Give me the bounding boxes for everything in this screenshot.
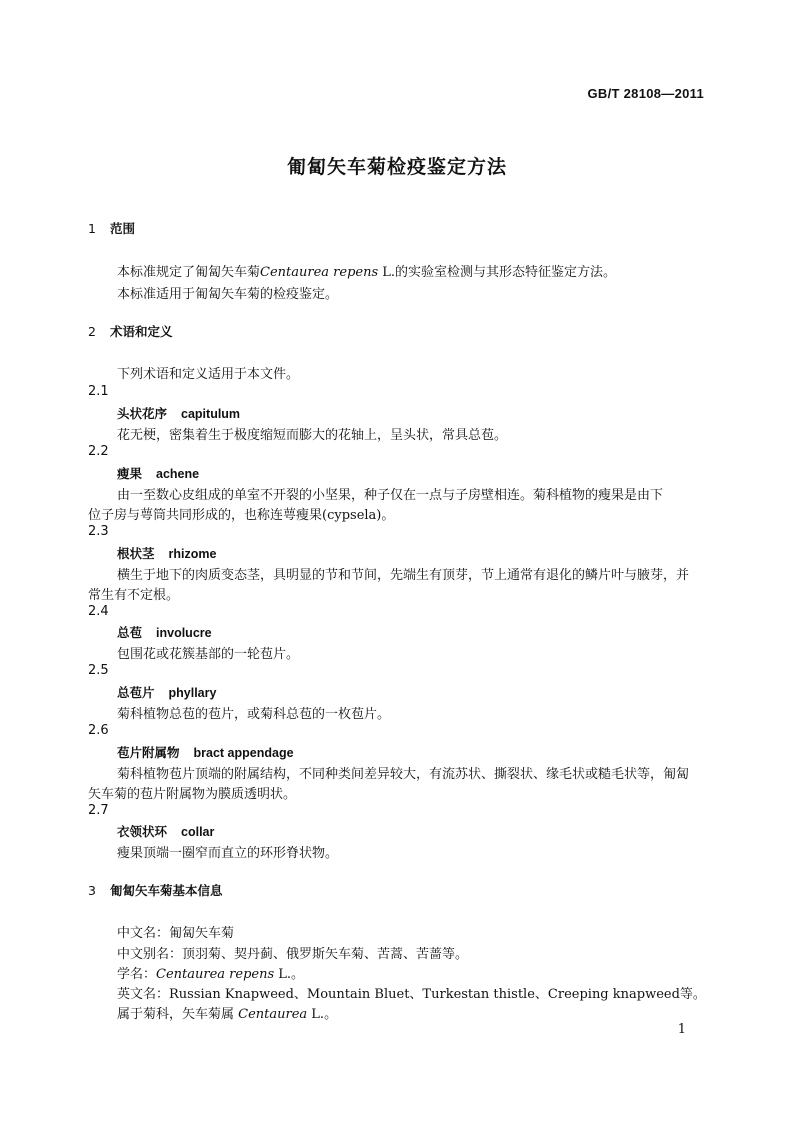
term-cn: 瘦果: [117, 466, 143, 481]
document-title: 匍匐矢车菊检疫鉴定方法: [286, 156, 507, 178]
term-heading: [117, 623, 212, 641]
term-heading: [117, 822, 214, 840]
clause-number: 2.3: [88, 524, 109, 539]
term-definition: 由一至数心皮组成的单室不开裂的小坚果，种子仅在一点与子房壁相连。菊科植物的瘦果是由下: [117, 488, 664, 503]
clause-number: 2.7: [88, 803, 109, 818]
term-en: achene: [156, 467, 200, 481]
term-definition: 花无梗，密集着生于极度缩短而膨大的花轴上，呈头状，常具总苞。: [117, 428, 508, 443]
term-heading: [117, 464, 199, 482]
term-heading: [117, 683, 216, 701]
section-3-heading: [88, 881, 223, 899]
section-2-intro: 下列术语和定义适用于本文件。: [117, 367, 300, 382]
term-definition: 菊科植物苞片顶端的附属结构，不同种类间差异较大，有流苏状、撕裂状、缘毛状或糙毛状等，匍匐: [117, 767, 690, 782]
section-1-title: 范围: [110, 221, 136, 236]
info-suffix: L.。: [307, 1007, 338, 1022]
standard-number: GB/T 28108—2011: [587, 86, 704, 101]
clause-number: 2.2: [88, 444, 109, 459]
term-definition: 瘦果顶端一圈窄而直立的环形脊状物。: [117, 846, 339, 861]
term-cn: 苞片附属物: [117, 745, 180, 760]
term-definition-cont: 位子房与萼筒共同形成的，也称连萼瘦果(cypsela)。: [88, 508, 395, 523]
info-label: 属于菊科，矢车菊属: [117, 1007, 239, 1022]
term-en: bract appendage: [193, 746, 294, 760]
section-2-number: 2: [88, 324, 96, 339]
term-definition: 横生于地下的肉质变态茎，具明显的节和节间，先端生有顶芽，节上通常有退化的鳞片叶与腋芽，并: [117, 568, 690, 583]
scope-scientific-name: Centaurea repens: [260, 265, 379, 280]
term-cn: 根状茎: [117, 546, 155, 561]
section-3-title: 匍匐矢车菊基本信息: [110, 883, 223, 898]
term-cn: 头状花序: [117, 406, 168, 421]
info-scientific-name: [117, 963, 304, 982]
clause-number: 2.6: [88, 723, 109, 738]
info-chinese-name: 中文名：匍匐矢车菊: [117, 926, 235, 941]
clause-number: 2.1: [88, 384, 109, 399]
term-en: rhizome: [168, 547, 217, 561]
page-number: 1: [677, 1022, 686, 1037]
clause-number: 2.5: [88, 663, 109, 678]
term-definition-cont: 常生有不定根。: [88, 588, 180, 603]
section-1-paragraph-1: [117, 261, 616, 280]
section-1-heading: [88, 219, 135, 237]
term-en: phyllary: [168, 686, 217, 700]
term-heading: [117, 544, 216, 562]
term-heading: [117, 404, 240, 422]
term-definition: 菊科植物总苞的苞片，或菊科总苞的一枚苞片。: [117, 707, 391, 722]
scope-text-post: L.的实验室检测与其形态特征鉴定方法。: [378, 265, 617, 280]
info-english-names: 英文名：Russian Knapweed、Mountain Bluet、Turkestan thistle、Creeping knapweed等。: [117, 987, 706, 1002]
term-definition: 包围花或花簇基部的一轮苞片。: [117, 647, 300, 662]
section-2-title: 术语和定义: [110, 324, 173, 339]
clause-number: 2.4: [88, 604, 109, 619]
section-1-paragraph-2: 本标准适用于匍匐矢车菊的检疫鉴定。: [117, 287, 339, 302]
term-definition-cont: 矢车菊的苞片附属物为膜质透明状。: [88, 787, 297, 802]
info-label: 学名：: [117, 967, 157, 982]
term-cn: 衣领状环: [117, 824, 168, 839]
term-en: collar: [181, 825, 215, 839]
section-1-number: 1: [88, 221, 96, 236]
info-genus-italic: Centaurea: [238, 1007, 308, 1022]
info-chinese-aliases: 中文别名：顶羽菊、契丹蓟、俄罗斯矢车菊、苦蒿、苦蔷等。: [117, 947, 469, 962]
term-cn: 总苞片: [117, 685, 155, 700]
section-3-number: 3: [88, 883, 96, 898]
info-scientific-italic: Centaurea repens: [156, 967, 275, 982]
term-en: involucre: [156, 626, 212, 640]
info-taxonomy: [117, 1003, 337, 1022]
term-heading: [117, 743, 294, 761]
term-en: capitulum: [181, 407, 241, 421]
term-cn: 总苞: [117, 625, 143, 640]
info-suffix: L.。: [274, 967, 305, 982]
section-2-heading: [88, 322, 173, 340]
scope-text-pre: 本标准规定了匍匐矢车菊: [117, 265, 261, 280]
